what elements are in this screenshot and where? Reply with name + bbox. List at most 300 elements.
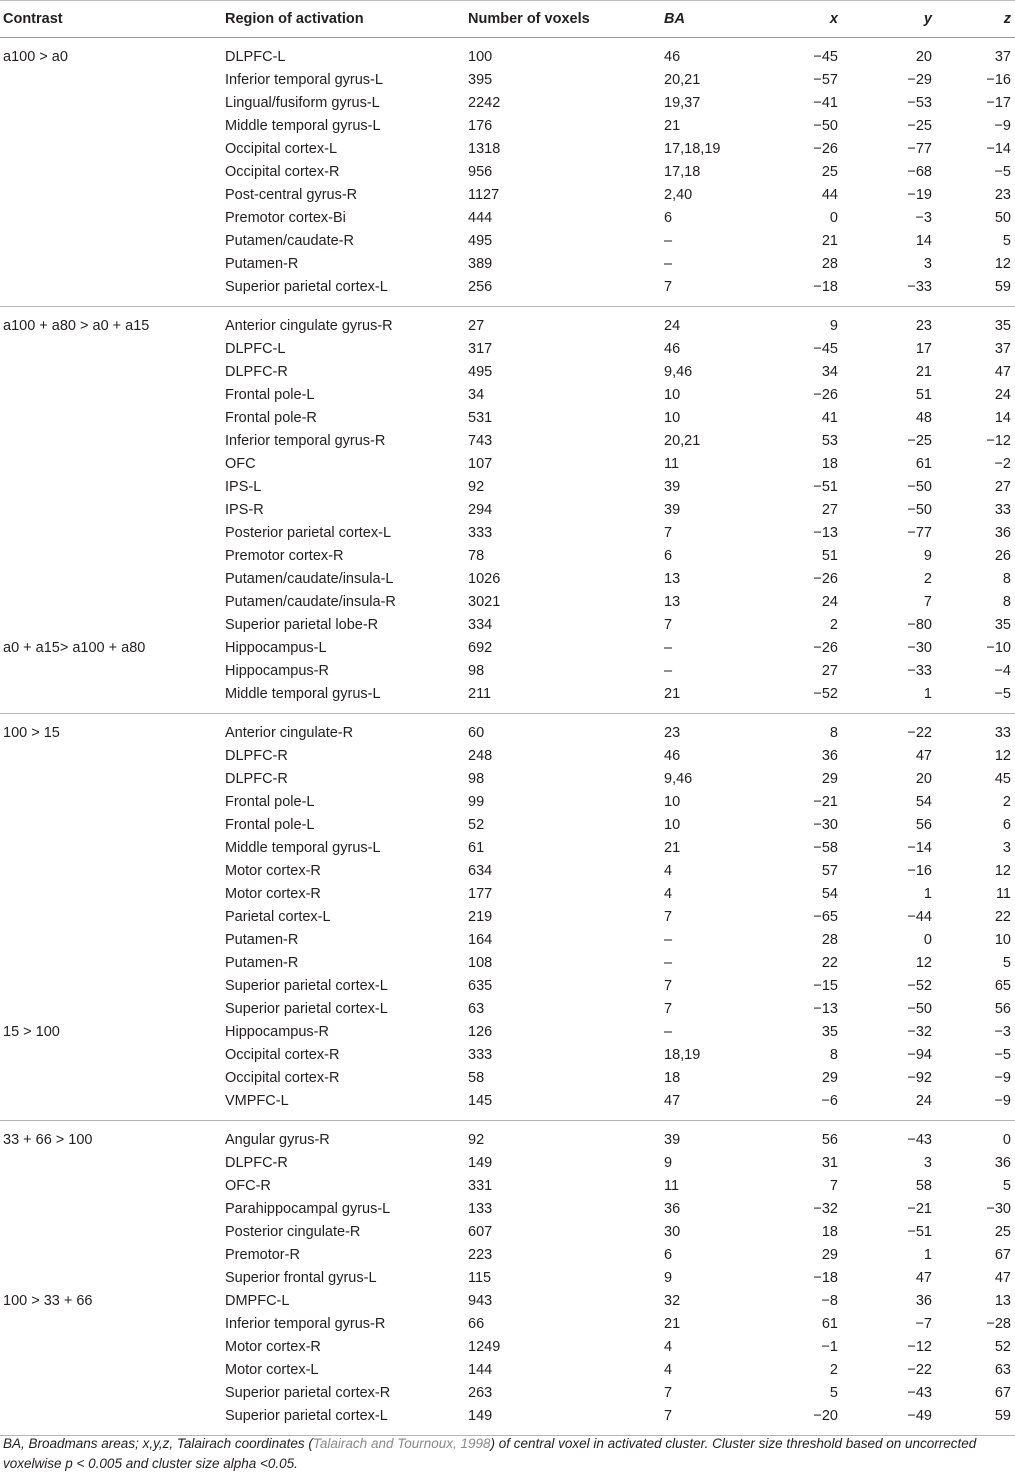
- z-cell: 26: [994, 548, 1011, 564]
- z-cell: 5: [1002, 955, 1011, 971]
- x-cell: −26: [813, 141, 838, 157]
- contrast-cell: [0, 906, 222, 929]
- z-cell: 5: [1002, 233, 1011, 249]
- table-row: [0, 929, 1015, 952]
- x-cell: −52: [813, 686, 838, 702]
- table-header: [0, 1, 1015, 38]
- x-cell: 51: [821, 548, 838, 564]
- contrast-cell: [0, 860, 222, 883]
- z-cell: 50: [994, 210, 1011, 226]
- y-cell: 36: [915, 1293, 932, 1309]
- y-cell: 17: [915, 341, 932, 357]
- table-row: [0, 138, 1015, 161]
- region-cell: Anterior cingulate gyrus-R: [225, 318, 393, 334]
- ba-cell: 7: [664, 978, 673, 994]
- x-cell: −58: [813, 840, 838, 856]
- voxels-cell: 34: [468, 387, 485, 403]
- table-row: [0, 1336, 1015, 1359]
- z-cell: 47: [994, 1270, 1011, 1286]
- table-row: [0, 38, 1015, 70]
- header-voxels: Number of voxels: [465, 1, 661, 38]
- region-cell: OFC-R: [225, 1178, 271, 1194]
- y-cell: 12: [915, 955, 932, 971]
- y-cell: −3: [915, 210, 932, 226]
- contrast-cell: [0, 745, 222, 768]
- table-row: [0, 1152, 1015, 1175]
- voxels-cell: 145: [468, 1093, 493, 1109]
- z-cell: 12: [994, 748, 1011, 764]
- y-cell: −25: [907, 118, 932, 134]
- x-cell: −30: [813, 817, 838, 833]
- voxels-cell: 211: [468, 686, 492, 702]
- ba-cell: 21: [664, 118, 681, 134]
- region-cell: IPS-L: [225, 479, 262, 495]
- x-cell: 27: [821, 502, 838, 518]
- z-cell: 14: [994, 410, 1011, 426]
- voxels-cell: 60: [468, 725, 485, 741]
- y-cell: −19: [907, 187, 932, 203]
- table-row: [0, 1067, 1015, 1090]
- region-cell: Superior parietal lobe-R: [225, 617, 379, 633]
- region-cell: DLPFC-R: [225, 771, 288, 787]
- header-region: Region of activation: [222, 1, 465, 38]
- voxels-cell: 634: [468, 863, 493, 879]
- x-cell: 21: [821, 233, 838, 249]
- table-row: [0, 545, 1015, 568]
- region-cell: Frontal pole-R: [225, 410, 317, 426]
- voxels-cell: 115: [468, 1270, 492, 1286]
- voxels-cell: 444: [468, 210, 493, 226]
- z-cell: 3: [1002, 840, 1011, 856]
- header-ba: BA: [661, 1, 746, 38]
- z-cell: −9: [994, 118, 1011, 134]
- z-cell: 45: [994, 771, 1011, 787]
- x-cell: −26: [813, 571, 838, 587]
- voxels-cell: 3021: [468, 594, 501, 610]
- voxels-cell: 495: [468, 233, 493, 249]
- y-cell: 1: [923, 686, 932, 702]
- x-cell: 29: [821, 771, 838, 787]
- z-cell: −10: [986, 640, 1011, 656]
- region-cell: Inferior temporal gyrus-R: [225, 433, 386, 449]
- x-cell: −8: [821, 1293, 838, 1309]
- ba-cell: –: [664, 932, 673, 948]
- contrast-cell: [0, 499, 222, 522]
- z-cell: 23: [994, 187, 1011, 203]
- x-cell: −1: [821, 1339, 838, 1355]
- table-row: [0, 1313, 1015, 1336]
- y-cell: −43: [907, 1132, 932, 1148]
- voxels-cell: 1127: [468, 187, 500, 203]
- x-cell: 29: [821, 1070, 838, 1086]
- table-row: [0, 276, 1015, 307]
- contrast-cell: [0, 161, 222, 184]
- table-row: [0, 883, 1015, 906]
- contrast-cell: [0, 1359, 222, 1382]
- table-row: [0, 522, 1015, 545]
- z-cell: 65: [994, 978, 1011, 994]
- region-cell: Middle temporal gyrus-L: [225, 118, 381, 134]
- ba-cell: –: [664, 640, 673, 656]
- contrast-cell: [0, 791, 222, 814]
- region-cell: Superior parietal cortex-L: [225, 1001, 388, 1017]
- ba-cell: 6: [664, 1247, 673, 1263]
- table-row: [0, 476, 1015, 499]
- voxels-cell: 333: [468, 525, 493, 541]
- ba-cell: 23: [664, 725, 681, 741]
- ba-cell: 6: [664, 548, 673, 564]
- ba-cell: –: [664, 256, 673, 272]
- region-cell: Hippocampus-L: [225, 640, 327, 656]
- ba-cell: –: [664, 233, 673, 249]
- ba-cell: 4: [664, 886, 673, 902]
- voxels-cell: 692: [468, 640, 493, 656]
- contrast-cell: [0, 1175, 222, 1198]
- ba-cell: 17,18,19: [664, 141, 721, 157]
- ba-cell: 21: [664, 1316, 681, 1332]
- region-cell: DMPFC-L: [225, 1293, 290, 1309]
- x-cell: 25: [821, 164, 838, 180]
- z-cell: −30: [986, 1201, 1011, 1217]
- y-cell: −49: [907, 1408, 932, 1424]
- region-cell: Inferior temporal gyrus-R: [225, 1316, 386, 1332]
- table-row: [0, 207, 1015, 230]
- y-cell: −51: [907, 1224, 932, 1240]
- y-cell: 56: [915, 817, 932, 833]
- contrast-cell: [0, 69, 222, 92]
- contrast-cell: [0, 407, 222, 430]
- y-cell: −50: [907, 502, 932, 518]
- contrast-cell: 15 > 100: [3, 1024, 60, 1040]
- x-cell: −57: [813, 72, 838, 88]
- x-cell: −21: [813, 794, 838, 810]
- region-cell: Putamen-R: [225, 955, 299, 971]
- y-cell: −22: [907, 725, 932, 741]
- ba-cell: 11: [664, 456, 680, 472]
- z-cell: 10: [994, 932, 1011, 948]
- region-cell: Lingual/fusiform gyrus-L: [225, 95, 380, 111]
- table-row: [0, 230, 1015, 253]
- y-cell: 24: [915, 1093, 932, 1109]
- contrast-cell: [0, 883, 222, 906]
- y-cell: −77: [907, 141, 932, 157]
- x-cell: 7: [829, 1178, 838, 1194]
- ba-cell: 7: [664, 279, 673, 295]
- region-cell: Superior parietal cortex-L: [225, 279, 388, 295]
- voxels-cell: 263: [468, 1385, 493, 1401]
- z-cell: 11: [995, 886, 1011, 902]
- header-z: z: [936, 1, 1015, 38]
- x-cell: 28: [821, 256, 838, 272]
- table-row: [0, 184, 1015, 207]
- x-cell: 5: [829, 1385, 838, 1401]
- y-cell: 20: [915, 49, 932, 65]
- voxels-cell: 2242: [468, 95, 501, 111]
- ba-cell: –: [664, 955, 673, 971]
- ba-cell: 4: [664, 863, 673, 879]
- voxels-cell: 956: [468, 164, 493, 180]
- x-cell: 2: [829, 617, 838, 633]
- x-cell: −45: [813, 49, 838, 65]
- voxels-cell: 1026: [468, 571, 501, 587]
- contrast-cell: [0, 768, 222, 791]
- y-cell: 3: [923, 256, 932, 272]
- contrast-cell: [0, 230, 222, 253]
- voxels-cell: 144: [468, 1362, 493, 1378]
- x-cell: −15: [813, 978, 838, 994]
- region-cell: Motor cortex-R: [225, 1339, 321, 1355]
- table-row: [0, 568, 1015, 591]
- z-cell: 67: [994, 1385, 1011, 1401]
- contrast-cell: [0, 683, 222, 714]
- z-cell: 59: [994, 1408, 1011, 1424]
- voxels-cell: 1318: [468, 141, 501, 157]
- z-cell: 13: [994, 1293, 1011, 1309]
- y-cell: 51: [915, 387, 932, 403]
- table-row: [0, 115, 1015, 138]
- region-cell: Post-central gyrus-R: [225, 187, 358, 203]
- ba-cell: 10: [664, 817, 681, 833]
- z-cell: 12: [994, 863, 1011, 879]
- z-cell: 56: [994, 1001, 1011, 1017]
- ba-cell: 24: [664, 318, 681, 334]
- voxels-cell: 52: [468, 817, 485, 833]
- region-cell: DLPFC-R: [225, 364, 288, 380]
- voxels-cell: 219: [468, 909, 493, 925]
- ba-cell: 7: [664, 1408, 673, 1424]
- voxels-cell: 92: [468, 1132, 485, 1148]
- region-cell: Middle temporal gyrus-L: [225, 840, 381, 856]
- y-cell: −22: [907, 1362, 932, 1378]
- x-cell: 41: [821, 410, 838, 426]
- contrast-cell: a100 > a0: [3, 49, 68, 65]
- table-row: [0, 1244, 1015, 1267]
- table-row: [0, 92, 1015, 115]
- region-cell: Motor cortex-L: [225, 1362, 319, 1378]
- table-row: [0, 768, 1015, 791]
- ba-cell: 7: [664, 909, 673, 925]
- x-cell: 9: [829, 318, 838, 334]
- ba-cell: 46: [664, 341, 681, 357]
- region-cell: Motor cortex-R: [225, 886, 321, 902]
- region-cell: Putamen/caudate-R: [225, 233, 354, 249]
- voxels-cell: 98: [468, 663, 485, 679]
- region-cell: Parietal cortex-L: [225, 909, 331, 925]
- contrast-cell: [0, 975, 222, 998]
- voxels-cell: 100: [468, 49, 493, 65]
- y-cell: −52: [907, 978, 932, 994]
- voxels-cell: 943: [468, 1293, 493, 1309]
- region-cell: Motor cortex-R: [225, 863, 321, 879]
- z-cell: −4: [994, 663, 1011, 679]
- ba-cell: 4: [664, 1339, 673, 1355]
- voxels-cell: 149: [468, 1408, 493, 1424]
- voxels-cell: 177: [468, 886, 493, 902]
- table-row: [0, 69, 1015, 92]
- header-y: y: [842, 1, 936, 38]
- ba-cell: 13: [664, 594, 681, 610]
- x-cell: −13: [813, 1001, 838, 1017]
- region-cell: Parahippocampal gyrus-L: [225, 1201, 391, 1217]
- region-cell: Hippocampus-R: [225, 663, 329, 679]
- contrast-cell: a0 + a15> a100 + a80: [3, 640, 146, 656]
- y-cell: −80: [907, 617, 932, 633]
- voxels-cell: 98: [468, 771, 485, 787]
- x-cell: 36: [821, 748, 838, 764]
- y-cell: 47: [915, 748, 932, 764]
- voxels-cell: 256: [468, 279, 493, 295]
- y-cell: −30: [907, 640, 932, 656]
- x-cell: −32: [813, 1201, 838, 1217]
- contrast-cell: [0, 1221, 222, 1244]
- ba-cell: 17,18: [664, 164, 701, 180]
- voxels-cell: 607: [468, 1224, 493, 1240]
- table-row: [0, 952, 1015, 975]
- z-cell: 59: [994, 279, 1011, 295]
- region-cell: DLPFC-L: [225, 49, 286, 65]
- table-row: [0, 906, 1015, 929]
- y-cell: 20: [915, 771, 932, 787]
- contrast-cell: [0, 1198, 222, 1221]
- table-row: [0, 1221, 1015, 1244]
- contrast-cell: [0, 1336, 222, 1359]
- y-cell: 2: [923, 571, 932, 587]
- voxels-cell: 331: [468, 1178, 493, 1194]
- contrast-cell: [0, 253, 222, 276]
- region-cell: Hippocampus-R: [225, 1024, 329, 1040]
- ba-cell: 21: [664, 840, 681, 856]
- z-cell: 12: [994, 256, 1011, 272]
- y-cell: −21: [907, 1201, 932, 1217]
- ba-cell: 9: [664, 1270, 673, 1286]
- y-cell: 47: [915, 1270, 932, 1286]
- table-row: [0, 1090, 1015, 1121]
- voxels-cell: 108: [468, 955, 493, 971]
- ba-cell: 4: [664, 1362, 673, 1378]
- voxels-cell: 635: [468, 978, 493, 994]
- y-cell: −44: [907, 909, 932, 925]
- region-cell: Occipital cortex-R: [225, 1047, 340, 1063]
- y-cell: 7: [923, 594, 932, 610]
- table-row: [0, 253, 1015, 276]
- x-cell: 18: [821, 1224, 838, 1240]
- region-cell: Superior parietal cortex-R: [225, 1385, 391, 1401]
- voxels-cell: 743: [468, 433, 493, 449]
- contrast-cell: [0, 837, 222, 860]
- contrast-cell: [0, 1244, 222, 1267]
- y-cell: −25: [907, 433, 932, 449]
- voxels-cell: 389: [468, 256, 493, 272]
- y-cell: 3: [923, 1155, 932, 1171]
- ba-cell: 10: [664, 794, 681, 810]
- table-footnote: [3, 1434, 1011, 1474]
- voxels-cell: 164: [468, 932, 493, 948]
- ba-cell: 39: [664, 479, 681, 495]
- z-cell: 25: [994, 1224, 1011, 1240]
- ba-cell: 2,40: [664, 187, 693, 203]
- y-cell: 23: [915, 318, 932, 334]
- contrast-cell: [0, 1090, 222, 1121]
- region-cell: Anterior cingulate-R: [225, 725, 354, 741]
- footnote-citation-link[interactable]: Talairach and Tournoux, 1998: [312, 1436, 491, 1451]
- z-cell: −3: [994, 1024, 1011, 1040]
- table-row: [0, 745, 1015, 768]
- ba-cell: 19,37: [664, 95, 701, 111]
- contrast-cell: [0, 476, 222, 499]
- table-row: [0, 499, 1015, 522]
- region-cell: Occipital cortex-L: [225, 141, 338, 157]
- region-cell: Putamen/caudate/insula-R: [225, 594, 396, 610]
- z-cell: 24: [994, 387, 1011, 403]
- z-cell: −16: [986, 72, 1011, 88]
- table-row: [0, 1359, 1015, 1382]
- contrast-cell: 100 > 15: [3, 725, 60, 741]
- table-row: [0, 338, 1015, 361]
- voxels-cell: 66: [468, 1316, 485, 1332]
- ba-cell: 47: [664, 1093, 681, 1109]
- y-cell: −43: [907, 1385, 932, 1401]
- y-cell: −68: [907, 164, 932, 180]
- contrast-cell: [0, 1382, 222, 1405]
- contrast-cell: [0, 660, 222, 683]
- x-cell: 22: [821, 955, 838, 971]
- table-row: [0, 975, 1015, 998]
- z-cell: 52: [994, 1339, 1011, 1355]
- region-cell: Superior parietal cortex-L: [225, 1408, 388, 1424]
- region-cell: Putamen/caudate/insula-L: [225, 571, 394, 587]
- voxels-cell: 61: [468, 840, 485, 856]
- ba-cell: 6: [664, 210, 673, 226]
- contrast-cell: [0, 522, 222, 545]
- table-row: [0, 1044, 1015, 1067]
- table-row: [0, 614, 1015, 637]
- ba-cell: 7: [664, 1001, 673, 1017]
- y-cell: −33: [907, 279, 932, 295]
- contrast-cell: 100 > 33 + 66: [3, 1293, 93, 1309]
- ba-cell: 39: [664, 1132, 681, 1148]
- z-cell: 8: [1002, 594, 1011, 610]
- footnote-text-after: ) of central voxel in activated cluster. Cluster size threshold based on uncorrected voxelwise p < 0.005 and cluster size alpha <0.05.: [3, 1436, 977, 1471]
- y-cell: 1: [923, 886, 932, 902]
- x-cell: 24: [821, 594, 838, 610]
- contrast-cell: [0, 1313, 222, 1336]
- voxels-cell: 176: [468, 118, 493, 134]
- table-row: [0, 714, 1015, 746]
- x-cell: −13: [813, 525, 838, 541]
- contrast-cell: [0, 1152, 222, 1175]
- y-cell: 14: [915, 233, 932, 249]
- z-cell: 5: [1002, 1178, 1011, 1194]
- table-row: [0, 660, 1015, 683]
- z-cell: −9: [994, 1093, 1011, 1109]
- z-cell: 0: [1002, 1132, 1011, 1148]
- z-cell: −5: [994, 164, 1011, 180]
- x-cell: 28: [821, 932, 838, 948]
- z-cell: −17: [986, 95, 1011, 111]
- x-cell: 8: [829, 1047, 838, 1063]
- y-cell: −32: [907, 1024, 932, 1040]
- x-cell: −26: [813, 640, 838, 656]
- ba-cell: 11: [664, 1178, 680, 1194]
- ba-cell: 9: [664, 1155, 673, 1171]
- x-cell: −18: [813, 279, 838, 295]
- z-cell: 63: [994, 1362, 1011, 1378]
- header-contrast: Contrast: [0, 1, 222, 38]
- contrast-cell: [0, 138, 222, 161]
- voxels-cell: 1249: [468, 1339, 501, 1355]
- region-cell: Frontal pole-L: [225, 794, 315, 810]
- x-cell: 61: [821, 1316, 838, 1332]
